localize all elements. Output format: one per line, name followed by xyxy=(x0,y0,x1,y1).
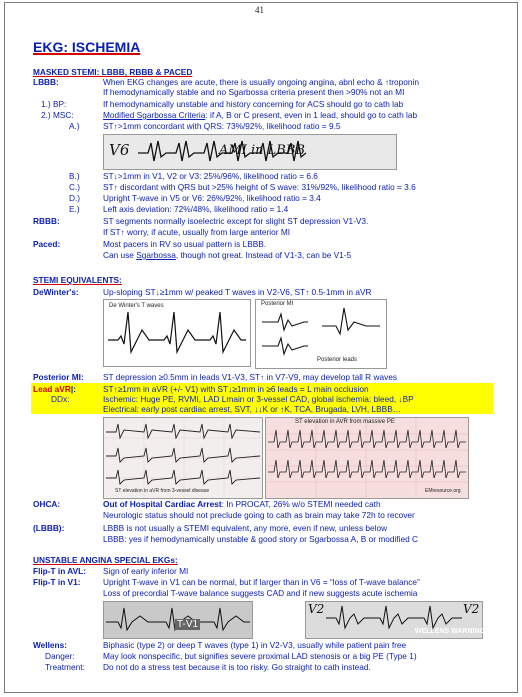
paced-line-1: Most pacers in RV so usual pattern is LBBB. xyxy=(103,239,267,249)
ohca-line-2: Neurologic status should not preclude going to cath as brain may take 72h to recover xyxy=(103,510,415,520)
rbbb-label: RBBB: xyxy=(33,216,60,226)
sgarbossa-link[interactable]: Sgarbossa xyxy=(136,250,176,260)
paced-text-b: , though not great. Instead of V1-3, can be V1-5 xyxy=(175,250,352,260)
danger-label: Danger: xyxy=(45,651,75,661)
ohca-text: : In PROCAT, 26% w/o STEMI needed cath xyxy=(221,499,381,509)
criterion-b-text: ST↓>1mm in V1, V2 or V3: 25%/96%, likelihood ratio = 6.6 xyxy=(103,171,318,181)
criterion-e-text: Left axis deviation: 72%/48%, likelihood ratio = 1.4 xyxy=(103,204,289,214)
page-number: 41 xyxy=(255,5,264,15)
wellens-lead-v2-right: V2 xyxy=(463,602,480,616)
flip-t-avl-label: Flip-T in AVL: xyxy=(33,566,86,576)
paced-label: Paced: xyxy=(33,239,61,249)
section-masked-stemi-heading: MASKED STEMI: LBBB, RBBB & PACED xyxy=(33,67,193,77)
avr-3-vessel-caption: ST elevation in aVR from 3-vessel disease xyxy=(115,488,210,494)
criterion-d-label: D.) xyxy=(69,193,81,203)
lbbb-equivalent-line-1: LBBB is not usually a STEMI equivalent, any more, even if new, unless below xyxy=(103,523,388,533)
page-title: EKG: ISCHEMIA xyxy=(33,39,141,55)
criterion-e-label: E.) xyxy=(69,204,80,214)
flip-t-avl-text: Sign of early inferior MI xyxy=(103,566,189,576)
lbbb-line-2: If hemodynamically stable and no Sgarbossa criteria present then >90% not an MI xyxy=(103,87,405,97)
paced-line-2 xyxy=(103,250,351,260)
lbbb-label: LBBB: xyxy=(33,77,59,87)
dewinter-text: Up-sloping ST↓≥1mm w/ peaked T waves in V2-V6, ST↑ 0.5-1mm in aVR xyxy=(103,287,372,297)
ddx-ischemic: Ischemic: Huge PE, RVMI, LAD Lmain or 3-vessel CAD, global ischemia: bleed, ↓BP xyxy=(103,394,414,404)
massive-pe-source: EMresource.org xyxy=(425,488,461,494)
msc-link[interactable]: Modified Sgarbossa Criteria xyxy=(103,110,206,120)
strip-lead-v6: V6 xyxy=(109,141,130,159)
wellens-text: Biphasic (type 2) or deep T waves (type 1) in V2-V3, usually while patient pain free xyxy=(103,640,407,650)
flip-t-v1-line-2: Loss of precordial T-wave balance suggests CAD and if new suggests acute ischemia xyxy=(103,588,418,598)
msc-label: 2.) MSC: xyxy=(41,110,74,120)
posterior-mi-image-title: Posterior MI xyxy=(261,301,294,307)
lead-avr-label xyxy=(33,384,76,394)
criterion-b-label: B.) xyxy=(69,171,80,181)
lbbb-equivalent-line-2: LBBB: yes if hemodynamically unstable & good story or Sgarbossa A, B or modified C xyxy=(103,534,418,544)
msc-line xyxy=(103,110,417,120)
ohca-line-1 xyxy=(103,499,381,509)
criterion-c-label: C.) xyxy=(69,182,81,192)
treatment-text: Do not do a stress test because it is too risky. Go straight to cath instead. xyxy=(103,662,371,672)
avr-massive-pe-ecg-image xyxy=(265,417,469,499)
ddx-label: DDx: xyxy=(51,394,70,404)
lead-avr-text: ST↑≥1mm in aVR (+/- V1) with ST↓≥1mm in ≥6 leads = L main occlusion xyxy=(103,384,369,394)
posterior-mi-text: ST depression ≥0.5mm in leads V1-V3, ST↑ in V7-V9, may develop tall R waves xyxy=(103,372,398,382)
rbbb-line-1: ST segments normally isoelectric except for slight ST depression V1-V3. xyxy=(103,216,369,226)
posterior-leads-label: Posterior leads xyxy=(317,357,358,363)
lbbb-equivalent-label: (LBBB): xyxy=(33,523,65,533)
bp-text: If hemodynamically unstable and history concerning for ACS should go to cath lab xyxy=(103,99,404,109)
criterion-a-label: A.) xyxy=(69,121,80,131)
wellens-warning-caption: WELLENS WARNING xyxy=(415,628,485,635)
flip-t-v1-line-1: Upright T-wave in V1 can be normal, but if larger than in V6 = “loss of T-wave balance” xyxy=(103,577,420,587)
danger-text: May look nonspecific, but signifies severe proximal LAD stenosis or a big PE (Type 1) xyxy=(103,651,417,661)
dewinter-ecg-image xyxy=(103,299,251,367)
dewinter-image-title: De Winter's T waves xyxy=(109,303,164,309)
t-v1-label: T-V1 xyxy=(177,619,199,630)
document-page xyxy=(4,2,518,693)
wellens-lead-v2-left: V2 xyxy=(308,602,325,616)
criterion-a-text: ST↑>1mm concordant with QRS: 73%/92%, likelihood ratio = 9.5 xyxy=(103,121,341,131)
section-unstable-angina-heading: UNSTABLE ANGINA SPECIAL EKGs: xyxy=(33,555,178,565)
lead-avr-name: Lead aVR xyxy=(33,384,71,394)
strip-caption: AMI in LBBB xyxy=(219,143,305,158)
lbbb-line-1: When EKG changes are acute, there is usually ongoing angina, abnl echo & ↑troponin xyxy=(103,77,419,87)
criterion-c-text: ST↑ discordant with QRS but >25% height of S wave: 31%/92%, likelihood ratio = 3.6 xyxy=(103,182,416,192)
treatment-label: Treatment: xyxy=(45,662,85,672)
msc-text: : if A, B or C present, even in 1 lead, should go to cath lab xyxy=(205,110,418,120)
flip-t-v1-label: Flip-T in V1: xyxy=(33,577,81,587)
criterion-d-text: Upright T-wave in V5 or V6: 26%/92%, likelihood ratio = 3.4 xyxy=(103,193,321,203)
posterior-mi-label: Posterior MI: xyxy=(33,372,84,382)
section-stemi-equivalents-heading: STEMI EQUIVALENTS: xyxy=(33,275,122,285)
rbbb-line-2: If ST↑ worry, if acute, usually from large anterior MI xyxy=(103,227,291,237)
wellens-label: Wellens: xyxy=(33,640,67,650)
avr-3-vessel-ecg-image xyxy=(103,417,263,499)
massive-pe-caption: ST elevation in AVR from massive PE xyxy=(295,419,395,425)
lead-avr-separator: |: xyxy=(70,384,76,394)
ohca-label: OHCA: xyxy=(33,499,61,509)
paced-text-a: Can use xyxy=(103,250,137,260)
ohca-term: Out of Hospital Cardiac Arrest xyxy=(103,499,222,509)
dewinter-label: DeWinter's: xyxy=(33,287,79,297)
bp-label: 1.) BP: xyxy=(41,99,67,109)
ddx-electrical: Electrical: early post cardiac arrest, SVT, ↓↓K or ↑K, TCA, Brugada, LVH, LBBB… xyxy=(103,404,402,414)
